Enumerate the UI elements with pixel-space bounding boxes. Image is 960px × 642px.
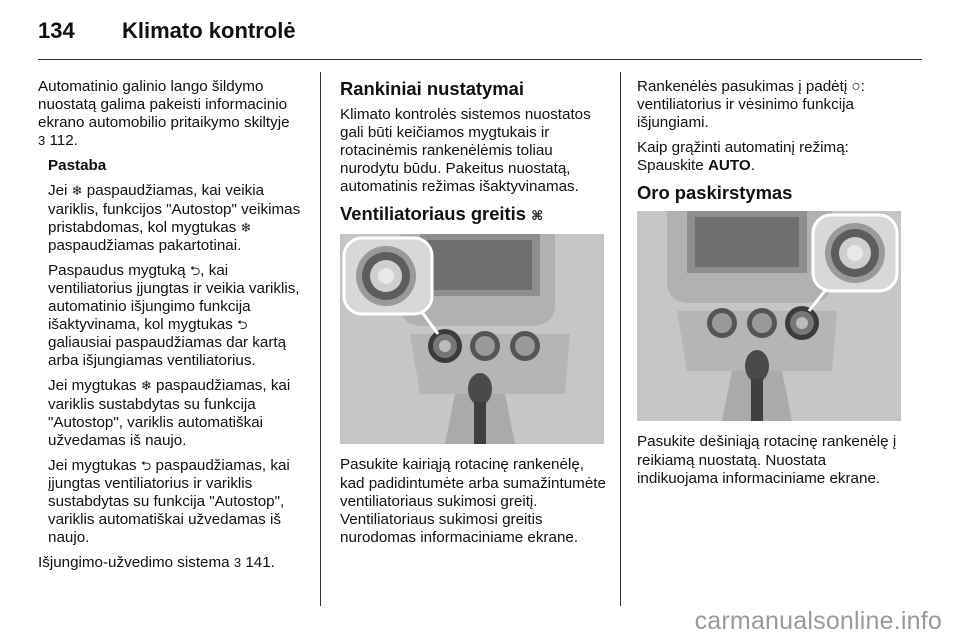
air-distribution-knob-illustration	[637, 211, 901, 421]
note-paragraph: Paspaudus mygtuką ⮌, kai ventiliatorius įjungtas ir veikia variklis, automatinio išjungimo funkcija išaktyvinama, kol mygtukas ⮌ galiausiai paspaudžiamas dar kartą arba išjungiamas ventiliatorius.	[48, 261, 300, 370]
recirculation-icon: ⮌	[189, 262, 201, 278]
reference-arrow-icon: 3	[233, 555, 242, 571]
page-reference: 141.	[245, 554, 275, 572]
section-intro: Klimato kontrolės sistemos nuostatos gali būti keičiamos mygtukais ir rotacinėmis rankenėlėmis toliau nurodytu būdu. Pakeitus nuostatą, automatinis režimas išaktyvinamas.	[340, 106, 591, 196]
fan-speed-icon: ⌘	[531, 208, 544, 224]
fan-knob-illustration	[340, 234, 604, 444]
page-number: 134	[38, 18, 75, 43]
paragraph-knob-off: Rankenėlės pasukimas į padėtį ○: ventiliatorius ir vėsinimo funkcija išjungiami.	[637, 78, 865, 132]
ac-icon: ❄	[71, 183, 83, 199]
column-divider-1	[320, 72, 321, 606]
subsection-heading-air: Oro paskirstymas	[637, 182, 793, 204]
header-rule	[38, 59, 922, 60]
paragraph-auto-mode: Kaip grąžinti automatinį režimą: Spauskite AUTO.	[637, 139, 849, 175]
auto-button-label: AUTO	[707, 157, 751, 175]
subsection-heading-fan: Ventiliatoriaus greitis ⌘	[340, 203, 544, 225]
note-paragraph: Jei mygtukas ⮌ paspaudžiamas, kai įjungtas ventiliatorius ir variklis sustabdytas su funkcija "Autostop", variklis automatiškai užvedamas iš naujo.	[48, 456, 290, 547]
air-distribution-caption: Pasukite dešiniąją rotacinę rankenėlę į reikiamą nuostatą. Nuostata indikuojama informaciniame ekrane.	[637, 433, 897, 487]
page-title: Klimato kontrolė	[122, 18, 296, 43]
column-2	[340, 78, 608, 554]
column-3	[637, 78, 909, 495]
note-paragraph: Jei mygtukas ❄ paspaudžiamas, kai variklis sustabdytas su funkcija "Autostop", variklis automatiškai užvedamas iš naujo.	[48, 377, 291, 449]
watermark: carmanualsonline.info	[694, 607, 942, 635]
section-heading: Rankiniai nustatymai	[340, 78, 524, 99]
fan-caption: Pasukite kairiąją rotacinę rankenėlę, kad padidintumėte arba sumažintumėte ventiliatoriaus sukimosi greitį. Ventiliatoriaus sukimosi greitis nurodomas informaciniame ekrane.	[340, 456, 606, 546]
note-block	[38, 157, 310, 547]
ac-icon: ❄	[140, 378, 152, 394]
note-paragraph: Jei ❄ paspaudžiamas, kai veikia variklis, funkcijos "Autostop" veikimas pristabdomas, kol mygtukas ❄ paspaudžiamas pakartotinai.	[48, 182, 301, 254]
paragraph-rear-window: Automatinio galinio lango šildymo nuostatą galima pakeisti informacinio ekrano automobilio pritaikymo skiltyje 3 112.	[38, 78, 290, 150]
paragraph-stop-start: Išjungimo-užvedimo sistema 3 141.	[38, 554, 275, 572]
page-header	[38, 18, 296, 44]
note-heading: Pastaba	[48, 157, 107, 175]
recirculation-icon: ⮌	[140, 457, 152, 473]
reference-arrow-icon: 3	[38, 133, 46, 149]
ac-icon: ❄	[240, 219, 252, 235]
column-divider-2	[620, 72, 621, 606]
column-1	[38, 78, 310, 579]
page-reference: 112.	[49, 132, 78, 150]
recirculation-icon: ⮌	[237, 317, 248, 333]
